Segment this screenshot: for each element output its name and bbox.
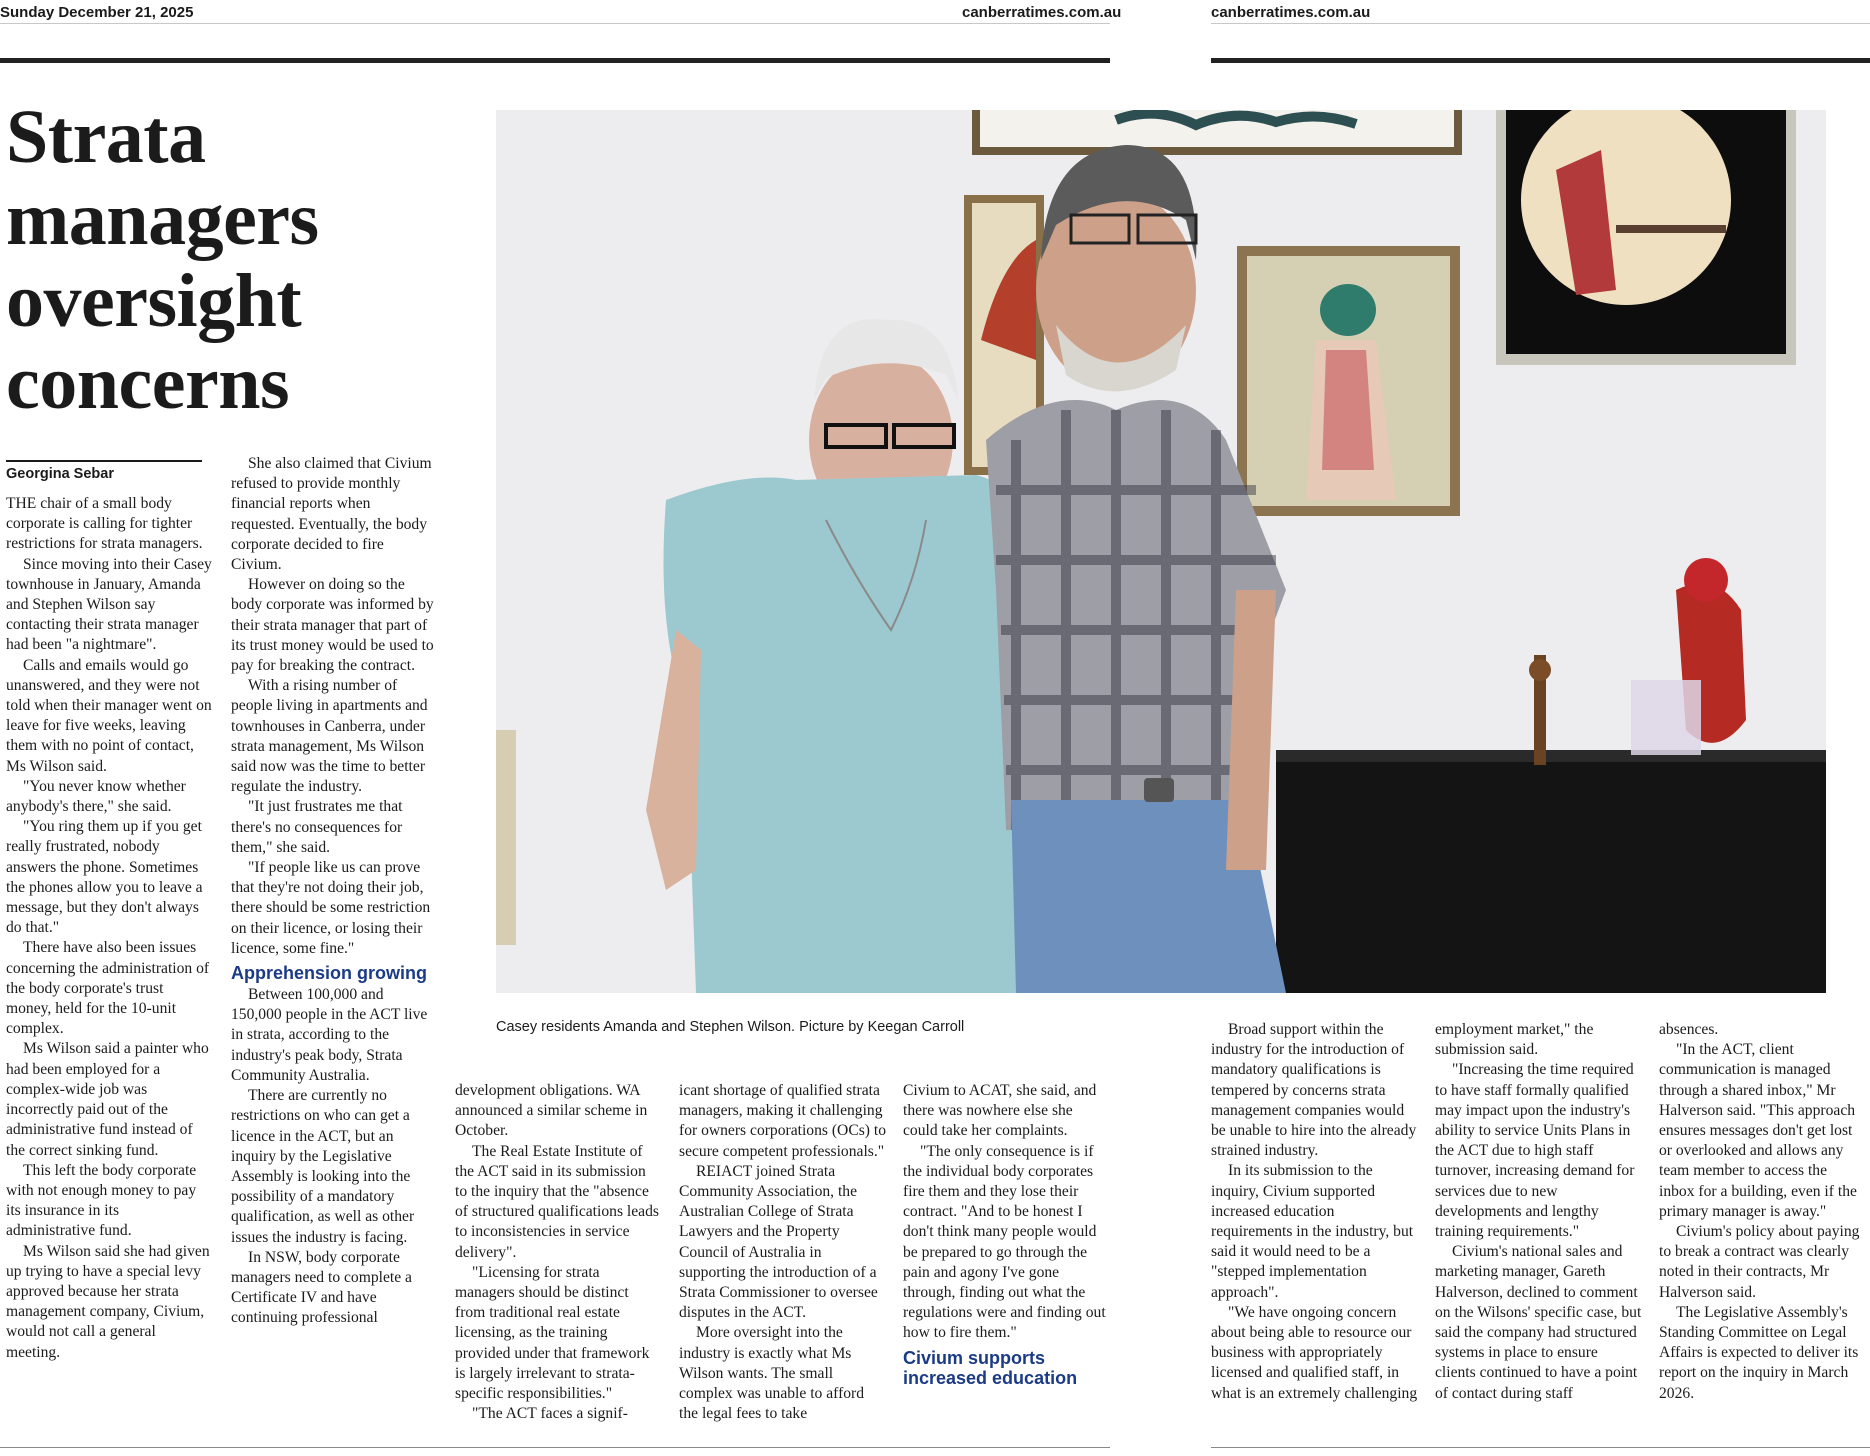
headline-line: managers — [6, 177, 319, 261]
article-column-4 — [679, 1081, 886, 1424]
headline-line: concerns — [6, 341, 290, 425]
paragraph: She also claimed that Civium refused to provide monthly financial reports when requested. Eventually, the body corporate decided to fire Civium. — [231, 455, 432, 574]
article-column-8 — [1659, 1020, 1866, 1404]
paragraph: More oversight into the industry is exactly what Ms Wilson wants. The small complex was unable to afford the legal fees to take — [679, 1324, 865, 1423]
article-column-1 — [6, 494, 212, 1363]
article-column-6 — [1211, 1020, 1418, 1404]
headline-line: oversight — [6, 259, 302, 343]
article-photo — [496, 110, 1826, 993]
paragraph: REIACT joined Strata Community Association, the Australian College of Strata Lawyers and the Property Council of Australia in supporting the introduction of a Strata Commissioner to oversee disputes in the ACT. — [679, 1162, 878, 1322]
paragraph: "If people like us can prove that they're not doing their job, there should be some restriction on their licence, or losing their licence, some fine." — [231, 859, 431, 957]
paragraph: There are currently no restrictions on who can get a licence in the ACT, but an inquiry by the Legislative Assembly is looking into the possibility of a mandatory qualification, as well as other issues the industry is facing. — [231, 1087, 415, 1246]
paragraph: Ms Wilson said a painter who had been employed for a complex-wide job was incorrectly paid out of the administrative fund instead of the correct sinking fund. — [6, 1040, 209, 1159]
paragraph: "We have ongoing concern about being able to resource our business with appropriately licensed and qualified staff, in what is an extremely challenging — [1211, 1303, 1418, 1402]
paragraph: "The ACT faces a signif- — [472, 1405, 628, 1423]
paragraph: "The only consequence is if the individual body corporates fire them and they lose their contract. "And to be honest I don't think many people would be prepared to go through the pain and agony I've gone through, finding out what the regulations were and finding out how to fire them." — [903, 1142, 1106, 1342]
paragraph: The Real Estate Institute of the ACT said in its submission to the inquiry that the "absence of structured qualifications leads to inconsistencies in service delivery". — [455, 1142, 659, 1261]
site-url-left: canberratimes.com.au — [962, 4, 1122, 21]
article-column-5 — [903, 1081, 1110, 1390]
headline-line: Strata — [6, 95, 206, 179]
paragraph: In its submission to the inquiry, Civium supported increased education requirements in the industry, but said it would need to be a "stepped implementation approach". — [1211, 1162, 1414, 1301]
paragraph: However on doing so the body corporate was informed by their strata manager that part of its trust money would be used to pay for breaking the contract. — [231, 576, 434, 675]
paragraph: In NSW, body corporate managers need to complete a Certificate IV and have continuing professional — [231, 1248, 412, 1327]
header-rule-left — [0, 23, 1110, 24]
article-column-7 — [1435, 1020, 1642, 1404]
footer-rule-left — [0, 1447, 1110, 1448]
paragraph: This left the body corporate with not enough money to pay its insurance in its administrative fund. — [6, 1161, 197, 1240]
article-column-3 — [455, 1081, 660, 1424]
subheading-apprehension: Apprehension growing — [231, 963, 427, 984]
paragraph: development obligations. WA announced a similar scheme in October. — [455, 1082, 648, 1140]
paragraph: absences. — [1659, 1021, 1719, 1038]
paragraph: icant shortage of qualified strata managers, making it challenging for owners corporations (OCs) to secure competent professionals." — [679, 1082, 887, 1160]
paragraph: "Increasing the time required to have staff formally qualified may impact upon the industry's ability to service Units Plans in the ACT due to high staff turnover, increasing demand for services due to new developments and lengthy training requirements." — [1435, 1061, 1635, 1241]
site-url-right: canberratimes.com.au — [1211, 4, 1371, 21]
footer-rule-right — [1211, 1447, 1870, 1448]
byline: Georgina Sebar — [6, 460, 202, 482]
paragraph: Ms Wilson said she had given up trying to have a special levy approved because her strata management company, Civium, would not call a general meeting. — [6, 1242, 210, 1361]
paragraph: With a rising number of people living in apartments and townhouses in Canberra, under strata management, Ms Wilson said now was the time to better regulate the industry. — [231, 677, 428, 796]
paragraph: "Licensing for strata managers should be distinct from traditional real estate licensing, as the training provided under that framework is largely irrelevant to strata-specific responsibilities." — [455, 1263, 650, 1403]
section-rule-left — [0, 58, 1110, 63]
paragraph: Civium's policy about paying to break a contract was clearly noted in their contracts, Mr Halverson said. — [1659, 1223, 1860, 1301]
header-rule-right — [1211, 23, 1870, 24]
paragraph: Since moving into their Casey townhouse in January, Amanda and Stephen Wilson say contacting their strata manager had been "a nightmare". — [6, 555, 212, 654]
paragraph: Broad support within the industry for the introduction of mandatory qualifications is tempered by concerns strata management companies would be unable to hire into the already strained industry. — [1211, 1021, 1417, 1160]
paragraph: employment market," the submission said. — [1435, 1021, 1594, 1059]
paragraph: Civium's national sales and marketing manager, Gareth Halverson, declined to comment on the Wilsons' specific case, but said the company had structured systems in place to ensure clients continued to have a point of contact during staff — [1435, 1243, 1642, 1402]
issue-date: Sunday December 21, 2025 — [0, 4, 194, 21]
paragraph: The Legislative Assembly's Standing Committee on Legal Affairs is expected to deliver its report on the inquiry in March 2026. — [1659, 1303, 1859, 1402]
photo-caption: Casey residents Amanda and Stephen Wilson. Picture by Keegan Carroll — [496, 1019, 965, 1035]
paragraph: There have also been issues concerning the administration of the body corporate's trust money, held for the 10-unit complex. — [6, 939, 210, 1038]
paragraph: THE chair of a small body corporate is calling for tighter restrictions for strata managers. — [6, 495, 203, 553]
paragraph: Calls and emails would go unanswered, and they were not told when their manager went on leave for five weeks, leaving them with no point of contact, Ms Wilson said. — [6, 656, 212, 775]
paragraph: "In the ACT, client communication is managed through a shared inbox," Mr Halverson said. "This approach ensures messages don't get lost or overlooked and allows any team member to access the inbox for a building, even if the primary manager is away." — [1659, 1041, 1857, 1220]
subheading-civium: Civium supports increased education — [903, 1347, 1078, 1388]
photo-illustration — [496, 110, 1826, 993]
section-rule-right — [1211, 58, 1870, 63]
paragraph: Civium to ACAT, she said, and there was nowhere else she could take her complaints. — [903, 1082, 1097, 1140]
paragraph: "It just frustrates me that there's no consequences for them," she said. — [231, 798, 403, 856]
headline — [6, 96, 319, 424]
paragraph: "You ring them up if you get really frustrated, nobody answers the phone. Sometimes the phones allow you to leave a message, but they don't always do that." — [6, 818, 203, 937]
paragraph: "You never know whether anybody's there," she said. — [6, 777, 186, 816]
article-column-2 — [231, 454, 436, 1329]
paragraph: Between 100,000 and 150,000 people in the ACT live in strata, according to the industry's peak body, Strata Community Australia. — [231, 986, 428, 1084]
